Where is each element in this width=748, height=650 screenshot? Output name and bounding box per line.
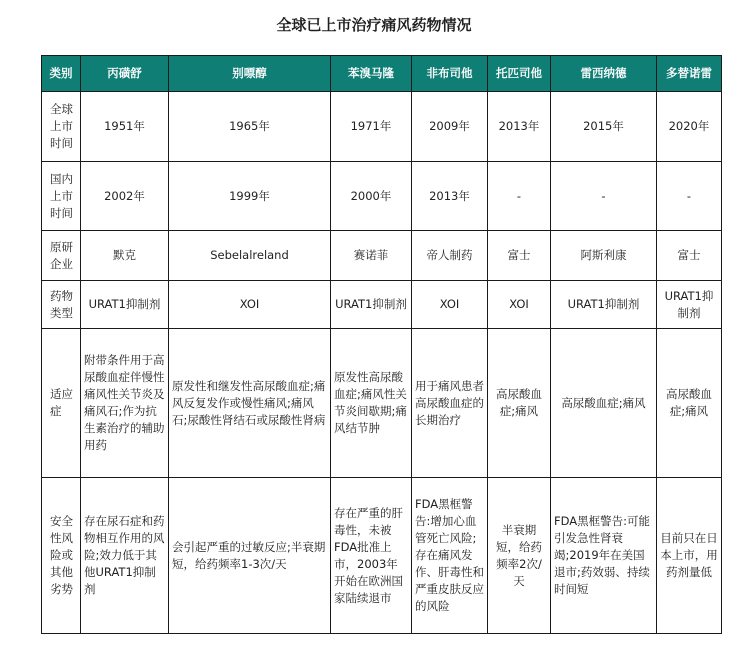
table-cell: 用于痛风患者高尿酸血症的长期治疗	[412, 329, 488, 478]
table-cell: 存在尿石症和药物相互作用的风险;效力低于其他URAT1抑制剂	[81, 478, 169, 634]
table-cell: 存在严重的肝毒性，未被FDA批准上市，2003年开始在欧洲国家陆续退市	[331, 478, 412, 634]
table-cell: 帝人制药	[412, 231, 488, 281]
table-row	[42, 162, 722, 231]
row-header: 药物类型	[42, 281, 81, 329]
table-cell: 原发性高尿酸血症;痛风性关节炎间歇期;痛风结节肿	[331, 329, 412, 478]
row-header: 原研企业	[42, 231, 81, 281]
table-cell: 高尿酸血症;痛风	[488, 329, 551, 478]
table-cell: 高尿酸血症;痛风	[657, 329, 722, 478]
table-cell: 1999年	[169, 162, 331, 231]
gout-drugs-table	[41, 55, 722, 634]
table-cell: 1951年	[81, 92, 169, 162]
table-cell: 原发性和继发性高尿酸血症;痛风反复发作或慢性痛风;痛风石;尿酸性肾结石或尿酸性肾病	[169, 329, 331, 478]
table-cell: 半衰期短，给药频率2次/天	[488, 478, 551, 634]
table-cell: 富士	[657, 231, 722, 281]
table-cell: XOI	[488, 281, 551, 329]
header-drug: 苯溴马隆	[331, 56, 412, 92]
table-cell: 2009年	[412, 92, 488, 162]
table-cell: 会引起严重的过敏反应;半衰期短，给药频率1-3次/天	[169, 478, 331, 634]
row-header: 安全性风险或其他劣势	[42, 478, 81, 634]
table-cell: URAT1抑制剂	[331, 281, 412, 329]
row-header: 全球上市时间	[42, 92, 81, 162]
table-cell: Sebelalreland	[169, 231, 331, 281]
table-row	[42, 281, 722, 329]
table-row	[42, 231, 722, 281]
table-cell: URAT1抑制剂	[657, 281, 722, 329]
table-cell: -	[657, 162, 722, 231]
table-cell: 1971年	[331, 92, 412, 162]
table-cell: 赛诺菲	[331, 231, 412, 281]
table-cell: 高尿酸血症;痛风	[551, 329, 657, 478]
table-cell: 富士	[488, 231, 551, 281]
page-title: 全球已上市治疗痛风药物情况	[276, 16, 472, 34]
table-cell: 默克	[81, 231, 169, 281]
table-cell: XOI	[169, 281, 331, 329]
table-cell: 阿斯利康	[551, 231, 657, 281]
table-row	[42, 92, 722, 162]
table-cell: 目前只在日本上市，用药剂量低	[657, 478, 722, 634]
table-cell: 2015年	[551, 92, 657, 162]
table-row	[42, 329, 722, 478]
table-cell: 2020年	[657, 92, 722, 162]
table-cell: 2002年	[81, 162, 169, 231]
table-cell: URAT1抑制剂	[81, 281, 169, 329]
table-cell: 附带条件用于高尿酸血症伴慢性痛风性关节炎及痛风石;作为抗生素治疗的辅助用药	[81, 329, 169, 478]
table-cell: XOI	[412, 281, 488, 329]
table-cell: 2000年	[331, 162, 412, 231]
row-header: 适应症	[42, 329, 81, 478]
header-drug: 多替诺雷	[657, 56, 722, 92]
table-row	[42, 478, 722, 634]
header-drug: 托匹司他	[488, 56, 551, 92]
table-cell: -	[551, 162, 657, 231]
table-cell: 2013年	[488, 92, 551, 162]
table-cell: 1965年	[169, 92, 331, 162]
header-category: 类别	[42, 56, 81, 92]
table-cell: 2013年	[412, 162, 488, 231]
header-drug: 别嘌醇	[169, 56, 331, 92]
table-cell: FDA黑框警告:增加心血管死亡风险;存在痛风发作、肝毒性和严重皮肤反应的风险	[412, 478, 488, 634]
header-drug: 丙磺舒	[81, 56, 169, 92]
table-cell: URAT1抑制剂	[551, 281, 657, 329]
table-cell: -	[488, 162, 551, 231]
table-cell: FDA黑框警告:可能引发急性肾衰竭;2019年在美国退市;药效弱、持续时间短	[551, 478, 657, 634]
header-row	[42, 56, 722, 92]
header-drug: 雷西纳德	[551, 56, 657, 92]
header-drug: 非布司他	[412, 56, 488, 92]
row-header: 国内上市时间	[42, 162, 81, 231]
